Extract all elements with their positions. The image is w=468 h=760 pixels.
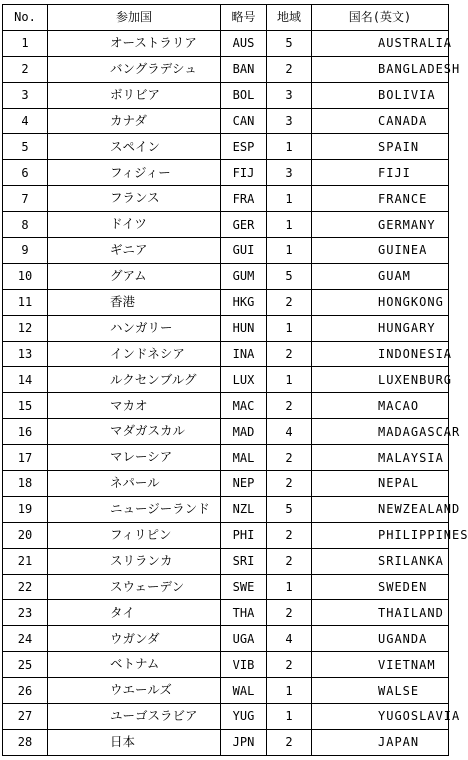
- row-no: 5: [3, 134, 48, 160]
- row-no: 24: [3, 626, 48, 652]
- row-abbr: YUG: [221, 704, 267, 730]
- row-country: フィリピン: [48, 522, 221, 548]
- row-name-en: PHILIPPINES: [312, 522, 449, 548]
- row-region: 2: [267, 548, 312, 574]
- row-country: バングラデシュ: [48, 56, 221, 82]
- table-row: [3, 522, 449, 548]
- row-no: 15: [3, 393, 48, 419]
- row-no: 28: [3, 729, 48, 755]
- row-region: 4: [267, 419, 312, 445]
- table-body: [3, 30, 468, 755]
- row-country: スペイン: [48, 134, 221, 160]
- row-region: 1: [267, 315, 312, 341]
- row-no: 25: [3, 652, 48, 678]
- row-no: 20: [3, 522, 48, 548]
- row-country: ウガンダ: [48, 626, 221, 652]
- row-country: ギニア: [48, 238, 221, 264]
- table-row: [3, 471, 449, 497]
- row-country: スウェーデン: [48, 574, 221, 600]
- row-abbr: UGA: [221, 626, 267, 652]
- row-region: 2: [267, 600, 312, 626]
- row-name-en: NEWZEALAND: [312, 496, 449, 522]
- row-abbr: GUI: [221, 238, 267, 264]
- row-no: 11: [3, 289, 48, 315]
- row-abbr: NEP: [221, 471, 267, 497]
- header-name-en: 国名(英文): [312, 5, 449, 31]
- row-abbr: HKG: [221, 289, 267, 315]
- row-name-en: HUNGARY: [312, 315, 449, 341]
- row-country: カナダ: [48, 108, 221, 134]
- row-name-en: BANGLADESH: [312, 56, 449, 82]
- row-abbr: PHI: [221, 522, 267, 548]
- row-region: 1: [267, 678, 312, 704]
- row-region: 2: [267, 729, 312, 755]
- row-abbr: SRI: [221, 548, 267, 574]
- row-no: 4: [3, 108, 48, 134]
- row-country: ベトナム: [48, 652, 221, 678]
- row-abbr: AUS: [221, 30, 267, 56]
- row-country: スリランカ: [48, 548, 221, 574]
- row-no: 18: [3, 471, 48, 497]
- table-row: [3, 160, 449, 186]
- row-abbr: NZL: [221, 496, 267, 522]
- row-name-en: YUGOSLAVIA: [312, 704, 449, 730]
- table-row: [3, 367, 449, 393]
- row-name-en: UGANDA: [312, 626, 449, 652]
- table-row: [3, 82, 449, 108]
- row-region: 1: [267, 212, 312, 238]
- row-abbr: HUN: [221, 315, 267, 341]
- row-abbr: CAN: [221, 108, 267, 134]
- table-row: [3, 30, 449, 56]
- table-row: [3, 315, 449, 341]
- row-country: ネパール: [48, 471, 221, 497]
- header-country: 参加国: [48, 5, 221, 31]
- row-abbr: THA: [221, 600, 267, 626]
- row-country: インドネシア: [48, 341, 221, 367]
- table-row: [3, 108, 449, 134]
- row-name-en: HONGKONG: [312, 289, 449, 315]
- table-row: [3, 548, 449, 574]
- row-abbr: LUX: [221, 367, 267, 393]
- row-country: フィジィー: [48, 160, 221, 186]
- table-row: [3, 704, 449, 730]
- header-abbr: 略号: [221, 5, 267, 31]
- row-name-en: GERMANY: [312, 212, 449, 238]
- row-no: 9: [3, 238, 48, 264]
- row-country: ボリビア: [48, 82, 221, 108]
- row-region: 2: [267, 289, 312, 315]
- table-row: [3, 289, 449, 315]
- row-region: 4: [267, 626, 312, 652]
- row-abbr: JPN: [221, 729, 267, 755]
- row-country: マカオ: [48, 393, 221, 419]
- row-abbr: FRA: [221, 186, 267, 212]
- table-row: [3, 56, 449, 82]
- row-name-en: WALSE: [312, 678, 449, 704]
- table-row: [3, 341, 449, 367]
- table-row: [3, 600, 449, 626]
- row-no: 27: [3, 704, 48, 730]
- row-no: 16: [3, 419, 48, 445]
- row-region: 2: [267, 445, 312, 471]
- row-country: ドイツ: [48, 212, 221, 238]
- row-region: 2: [267, 652, 312, 678]
- header-row: [3, 5, 449, 31]
- row-no: 2: [3, 56, 48, 82]
- row-region: 3: [267, 108, 312, 134]
- row-abbr: WAL: [221, 678, 267, 704]
- row-abbr: MAD: [221, 419, 267, 445]
- row-region: 1: [267, 704, 312, 730]
- row-region: 2: [267, 522, 312, 548]
- row-name-en: MADAGASCAR: [312, 419, 449, 445]
- row-no: 13: [3, 341, 48, 367]
- row-name-en: BOLIVIA: [312, 82, 449, 108]
- row-country: グアム: [48, 263, 221, 289]
- table-row: [3, 419, 449, 445]
- row-country: ユーゴスラビア: [48, 704, 221, 730]
- row-no: 12: [3, 315, 48, 341]
- row-region: 2: [267, 56, 312, 82]
- table-row: [3, 393, 449, 419]
- row-name-en: VIETNAM: [312, 652, 449, 678]
- table-row: [3, 678, 449, 704]
- table-row: [3, 263, 449, 289]
- row-name-en: GUAM: [312, 263, 449, 289]
- row-region: 1: [267, 134, 312, 160]
- row-region: 5: [267, 30, 312, 56]
- header-no: No.: [3, 5, 48, 31]
- row-name-en: AUSTRALIA: [312, 30, 449, 56]
- row-country: 香港: [48, 289, 221, 315]
- row-abbr: MAL: [221, 445, 267, 471]
- row-country: ニュージーランド: [48, 496, 221, 522]
- row-name-en: SPAIN: [312, 134, 449, 160]
- row-region: 3: [267, 82, 312, 108]
- table-row: [3, 652, 449, 678]
- row-region: 3: [267, 160, 312, 186]
- row-country: フランス: [48, 186, 221, 212]
- row-no: 3: [3, 82, 48, 108]
- table-row: [3, 186, 449, 212]
- row-country: ハンガリー: [48, 315, 221, 341]
- row-name-en: LUXENBURG: [312, 367, 449, 393]
- table-row: [3, 445, 449, 471]
- row-no: 26: [3, 678, 48, 704]
- row-name-en: MALAYSIA: [312, 445, 449, 471]
- table-row: [3, 574, 449, 600]
- row-no: 22: [3, 574, 48, 600]
- table-row: [3, 212, 449, 238]
- row-abbr: GUM: [221, 263, 267, 289]
- row-abbr: BOL: [221, 82, 267, 108]
- row-no: 17: [3, 445, 48, 471]
- row-no: 14: [3, 367, 48, 393]
- row-no: 10: [3, 263, 48, 289]
- row-no: 23: [3, 600, 48, 626]
- row-no: 7: [3, 186, 48, 212]
- table-row: [3, 134, 449, 160]
- row-country: タイ: [48, 600, 221, 626]
- row-name-en: SRILANKA: [312, 548, 449, 574]
- row-abbr: VIB: [221, 652, 267, 678]
- row-country: ウエールズ: [48, 678, 221, 704]
- table-row: [3, 729, 449, 755]
- row-country: 日本: [48, 729, 221, 755]
- row-region: 1: [267, 367, 312, 393]
- row-no: 1: [3, 30, 48, 56]
- row-abbr: BAN: [221, 56, 267, 82]
- table-row: [3, 626, 449, 652]
- row-region: 5: [267, 263, 312, 289]
- row-no: 21: [3, 548, 48, 574]
- table-row: [3, 238, 449, 264]
- row-no: 19: [3, 496, 48, 522]
- row-name-en: JAPAN: [312, 729, 449, 755]
- country-table-sheet: [2, 4, 468, 756]
- row-name-en: FIJI: [312, 160, 449, 186]
- row-name-en: CANADA: [312, 108, 449, 134]
- row-abbr: FIJ: [221, 160, 267, 186]
- row-region: 1: [267, 238, 312, 264]
- row-region: 2: [267, 341, 312, 367]
- row-name-en: GUINEA: [312, 238, 449, 264]
- participating-countries-table: [2, 4, 468, 756]
- row-country: オーストラリア: [48, 30, 221, 56]
- row-country: マレーシア: [48, 445, 221, 471]
- row-abbr: MAC: [221, 393, 267, 419]
- row-name-en: FRANCE: [312, 186, 449, 212]
- row-region: 2: [267, 393, 312, 419]
- row-abbr: ESP: [221, 134, 267, 160]
- table-row: [3, 496, 449, 522]
- row-name-en: MACAO: [312, 393, 449, 419]
- row-region: 1: [267, 574, 312, 600]
- row-no: 6: [3, 160, 48, 186]
- row-name-en: INDONESIA: [312, 341, 449, 367]
- row-country: マダガスカル: [48, 419, 221, 445]
- row-region: 5: [267, 496, 312, 522]
- header-region: 地域: [267, 5, 312, 31]
- row-name-en: NEPAL: [312, 471, 449, 497]
- row-region: 2: [267, 471, 312, 497]
- row-name-en: SWEDEN: [312, 574, 449, 600]
- row-country: ルクセンブルグ: [48, 367, 221, 393]
- row-region: 1: [267, 186, 312, 212]
- row-abbr: GER: [221, 212, 267, 238]
- row-name-en: THAILAND: [312, 600, 449, 626]
- row-abbr: INA: [221, 341, 267, 367]
- row-no: 8: [3, 212, 48, 238]
- row-abbr: SWE: [221, 574, 267, 600]
